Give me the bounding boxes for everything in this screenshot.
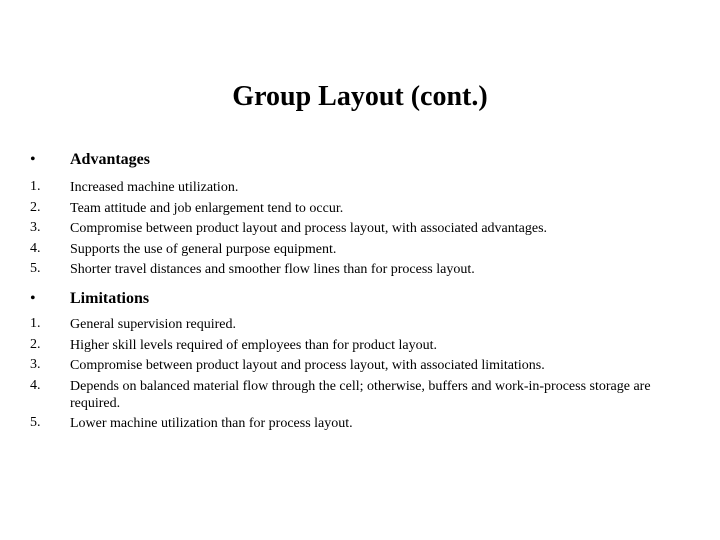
- list-item: [30, 218, 680, 239]
- list-item-text: Compromise between product layout and process layout, with associated limitations.: [70, 358, 545, 373]
- list-item: [30, 314, 680, 335]
- list-item: [30, 239, 680, 260]
- slide-title: Group Layout (cont.): [232, 81, 488, 112]
- list-item-number: 1.: [30, 179, 41, 194]
- list-item: [30, 413, 680, 434]
- list-item-number: 3.: [30, 357, 41, 372]
- bullet-icon: •: [30, 290, 36, 307]
- section-heading-limitations: [30, 289, 149, 309]
- list-item-text: Compromise between product layout and process layout, with associated advantages.: [70, 221, 548, 236]
- list-item-number: 4.: [30, 377, 41, 393]
- list-item-number: 5.: [30, 261, 41, 276]
- advantages-list: [30, 177, 680, 280]
- list-item-text: Shorter travel distances and smoother flow lines than for process layout.: [70, 262, 475, 277]
- list-item-text: Increased machine utilization.: [70, 180, 239, 195]
- list-item: [30, 355, 680, 376]
- list-item: [30, 177, 680, 198]
- section-heading-label: Advantages: [70, 151, 151, 168]
- list-item: [30, 198, 680, 219]
- list-item-text: Depends on balanced material flow through the cell; otherwise, buffers and work-in-process storage are required.: [70, 378, 651, 411]
- list-item-number: 2.: [30, 199, 41, 215]
- list-item-text: Supports the use of general purpose equipment.: [70, 241, 337, 257]
- list-item-number: 5.: [30, 415, 41, 430]
- section-heading-label: Limitations: [70, 290, 150, 307]
- list-item-number: 4.: [30, 240, 41, 256]
- list-item-number: 2.: [30, 336, 41, 352]
- list-item-text: General supervision required.: [70, 317, 236, 332]
- list-item-number: 3.: [30, 220, 41, 235]
- limitations-list: [30, 314, 680, 434]
- section-heading-advantages: [30, 150, 150, 170]
- list-item: [30, 259, 680, 280]
- list-item: [30, 376, 680, 414]
- bullet-icon: •: [30, 151, 36, 168]
- list-item-number: 1.: [30, 316, 41, 331]
- list-item-text: Higher skill levels required of employees than for product layout.: [70, 337, 438, 353]
- list-item: [30, 335, 680, 356]
- list-item-text: Lower machine utilization than for process layout.: [70, 416, 353, 431]
- list-item-text: Team attitude and job enlargement tend to occur.: [70, 200, 344, 216]
